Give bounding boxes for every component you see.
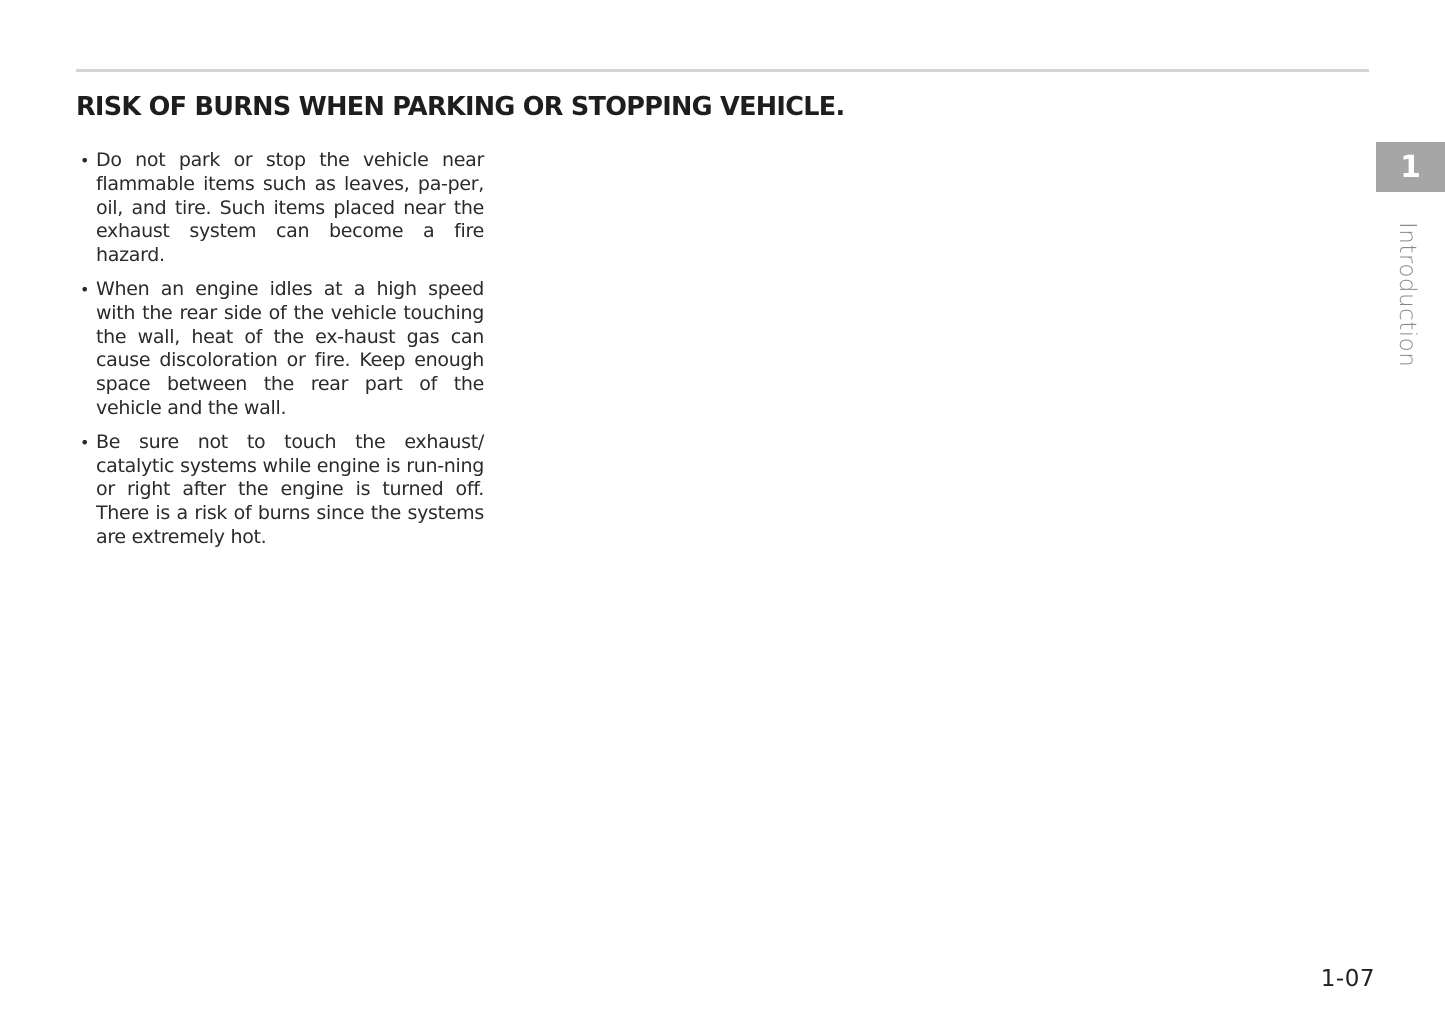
bullet-dot-icon: • [80,432,90,452]
bullet-dot-icon: • [80,151,90,170]
page-number: 1-07 [1320,966,1375,992]
bullet-text: Be sure not to touch the exhaust/ catalytic systems while engine is run-ning or right after the engine is turned off. There is a risk of burns since the systems are extremely hot. [96,430,484,548]
bullet-item [80,431,484,550]
chapter-number-tab [1376,142,1445,192]
chapter-number: 1 [1400,149,1421,185]
top-divider [76,69,1369,72]
bullet-text: When an engine idles at a high speed with the rear side of the vehicle touching the wall, heat of the ex-haust gas can cause discoloration or fire. Keep enough space between the rear part of the vehicle and the wall. [96,277,484,419]
bullet-item [80,278,484,421]
bullet-dot-icon: • [80,279,90,299]
bullet-item [80,149,484,268]
warning-bullet-list [80,149,484,560]
bullet-text: Do not park or stop the vehicle near flammable items such as leaves, pa-per, oil, and tire. Such items placed near the exhaust system can become a fire hazard. [96,149,484,267]
section-heading: RISK OF BURNS WHEN PARKING OR STOPPING VEHICLE. [76,92,845,122]
chapter-label: Introduction [1394,222,1420,368]
